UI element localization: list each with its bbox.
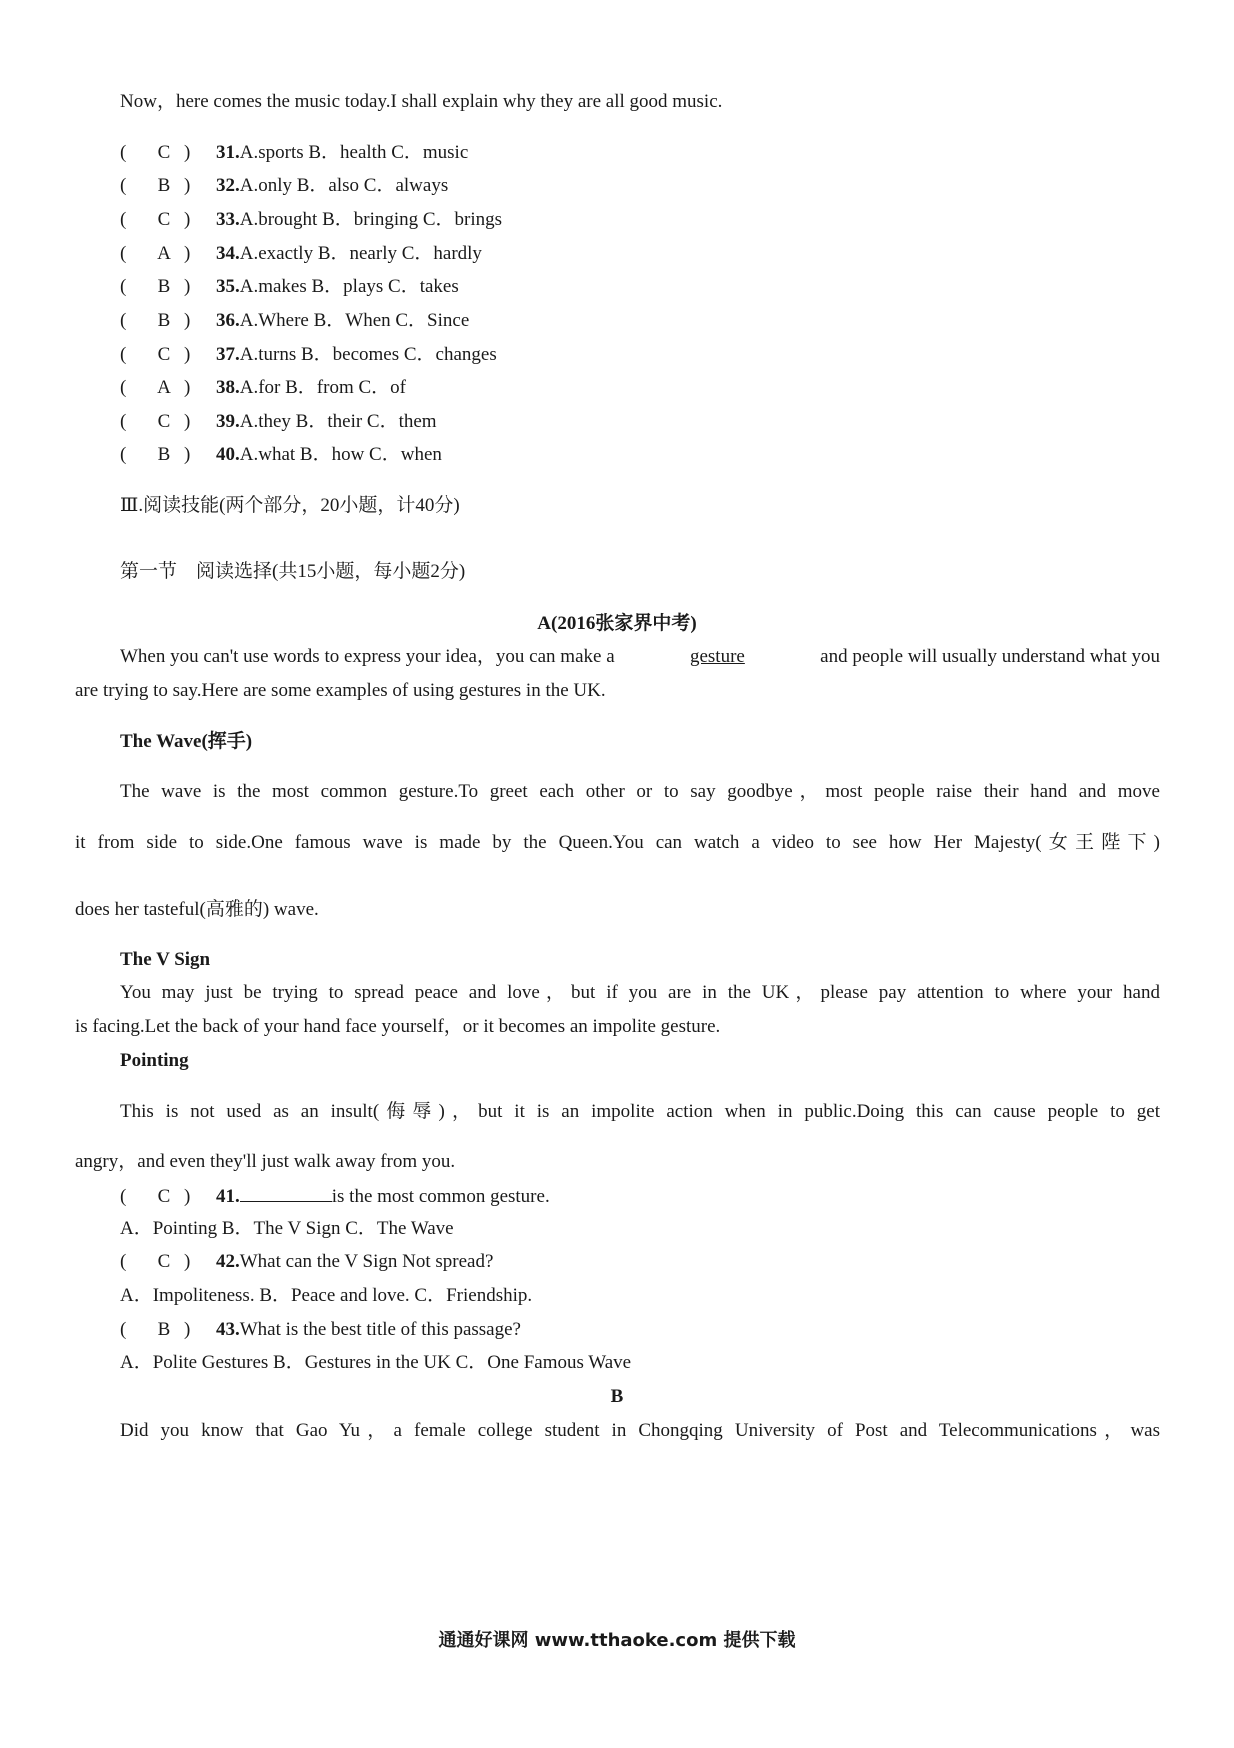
vsign-line: is facing.Let the back of your hand face yourself，or it becomes an impolite gesture. [75, 1016, 721, 1037]
answer-letter: B [157, 1319, 171, 1340]
question: ( B ) 43.What is the best title of this passage? [120, 1319, 521, 1340]
wave-line: it from side to side.One famous wave is made by the Queen.You can watch a video to see how Her Majesty(女王陛下) [75, 832, 1160, 853]
passage-b-line: Did you know that Gao Yu，a female college student in Chongqing University of Post and Telecommunications，was [120, 1420, 1160, 1441]
pointing-line: angry，and even they'll just walk away from you. [75, 1151, 456, 1172]
section-heading: Ⅲ.阅读技能(两个部分，20小题，计40分) [120, 495, 460, 516]
pointing-line: This is not used as an insult(侮辱)，but it is an impolite action when in public.Doing this can cause people to get [120, 1101, 1160, 1122]
answer-letter: B [157, 310, 171, 331]
cloze-item: ( B ) 35.A.makes B．plays C．takes [120, 276, 459, 297]
answer-letter: C [157, 411, 171, 432]
cloze-item: ( A ) 38.A.for B．from C．of [120, 377, 406, 398]
cloze-item: ( B ) 40.A.what B．how C．when [120, 444, 442, 465]
question: ( C ) 42.What can the V Sign Not spread? [120, 1251, 494, 1272]
cloze-item: ( B ) 36.A.Where B．When C．Since [120, 310, 470, 331]
passage-b-title: B [610, 1386, 624, 1407]
passage-a-intro-line2: are trying to say.Here are some examples of using gestures in the UK. [75, 680, 606, 701]
answer-letter: B [157, 444, 171, 465]
question-options: A．Pointing B．The V Sign C．The Wave [120, 1218, 454, 1239]
cloze-item: ( B ) 32.A.only B．also C．always [120, 175, 449, 196]
cloze-item: ( A ) 34.A.exactly B．nearly C．hardly [120, 243, 482, 264]
answer-letter: A [157, 377, 171, 398]
subsection-heading: 第一节 阅读选择(共15小题，每小题2分) [120, 561, 466, 582]
underlined-word: gesture [689, 646, 745, 667]
answer-letter: B [157, 175, 171, 196]
cloze-item: ( C ) 37.A.turns B．becomes C．changes [120, 344, 497, 365]
question-options: A．Polite Gestures B．Gestures in the UK C．One Famous Wave [120, 1352, 632, 1373]
question-options: A．Impoliteness. B．Peace and love. C．Friendship. [120, 1285, 533, 1306]
answer-letter: C [157, 1251, 171, 1272]
question: ( C ) 41. is the most common gesture. [120, 1183, 550, 1209]
vsign-line: You may just be trying to spread peace and love，but if you are in the UK，please pay attention to where your hand [120, 982, 1160, 1003]
wave-line: does her tasteful(高雅的) wave. [75, 899, 319, 920]
answer-letter: C [157, 344, 171, 365]
answer-letter: C [157, 1186, 171, 1207]
page-footer: 通通好课网 www.tthaoke.com 提供下载 [438, 1630, 796, 1651]
cloze-item: ( C ) 31.A.sports B．health C．music [120, 142, 469, 163]
cloze-item: ( C ) 33.A.brought B．bringing C．brings [120, 209, 503, 230]
answer-letter: C [157, 142, 171, 163]
answer-letter: A [157, 243, 171, 264]
passage-a-title: A(2016张家界中考) [537, 613, 697, 634]
vsign-heading: The V Sign [120, 949, 211, 970]
wave-heading: The Wave(挥手) [120, 731, 253, 752]
passage-a-intro: When you can't use words to express your idea，you can make a gesture and people will usually understand what you [120, 646, 1160, 667]
intro-line: Now，here comes the music today.I shall explain why they are all good music. [120, 91, 723, 112]
answer-letter: C [157, 209, 171, 230]
pointing-heading: Pointing [120, 1050, 189, 1071]
cloze-item: ( C ) 39.A.they B．their C．them [120, 411, 437, 432]
wave-line: The wave is the most common gesture.To greet each other or to say goodbye，most people raise their hand and move [120, 781, 1160, 802]
answer-blank [240, 1183, 332, 1202]
answer-letter: B [157, 276, 171, 297]
